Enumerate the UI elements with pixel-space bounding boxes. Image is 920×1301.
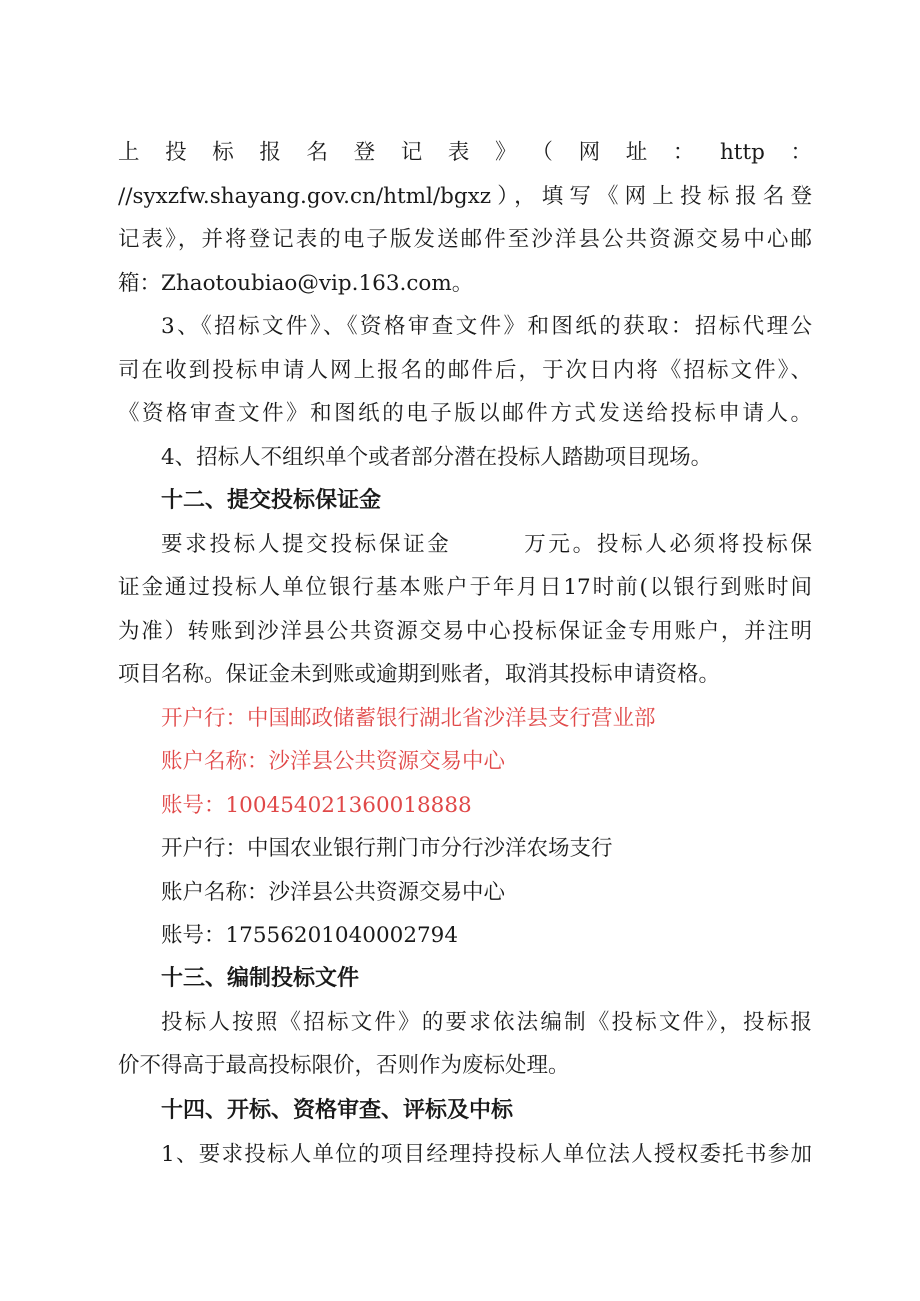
- text-segment: 要求投标人提交投标保证金: [161, 531, 452, 557]
- text-line: 《资格审查文件》和图纸的电子版以邮件方式发送给投标申请人。: [118, 401, 812, 426]
- section-14: [118, 1089, 812, 1176]
- text-line: 4、招标人不组织单个或者部分潜在投标人踏勘项目现场。: [161, 445, 713, 470]
- registration-paragraph: [118, 131, 812, 305]
- text-line: [118, 523, 812, 567]
- account2-name: 账户名称：沙洋县公共资源交易中心: [161, 879, 506, 905]
- section-heading: 十三、编制投标文件: [161, 966, 360, 991]
- account1-number: 账号：100454021360018888: [161, 792, 472, 818]
- item-4-paragraph: [118, 436, 812, 480]
- text-line: 1、要求投标人单位的项目经理持投标人单位法人授权委托书参加: [161, 1141, 812, 1167]
- text-line: 投标人按照《招标文件》的要求依法编制《投标文件》，投标报: [161, 1009, 812, 1035]
- text-line: 为准）转账到沙洋县公共资源交易中心投标保证金专用账户，并注明: [118, 618, 812, 644]
- text-line: 价不得高于最高投标限价，否则作为废标处理。: [118, 1053, 570, 1078]
- text-line: 上投标报名登记表》（网址：http：: [118, 140, 812, 165]
- account1-bank: 开户行：中国邮政储蓄银行湖北省沙洋县支行营业部: [161, 705, 656, 731]
- section-13: [118, 957, 812, 1088]
- account1-name: 账户名称：沙洋县公共资源交易中心: [161, 749, 506, 774]
- account2-number: 账号：17556201040002794: [161, 923, 459, 948]
- text-line: 证金通过投标人单位银行基本账户于年月日17时前(以银行到账时间: [118, 575, 812, 600]
- text-line: 项目名称。保证金未到账或逾期到账者，取消其投标申请资格。: [118, 662, 721, 687]
- section-heading: 十四、开标、资格审查、评标及中标: [161, 1098, 514, 1123]
- text-line: //syxzfw.shayang.gov.cn/html/bgxz），填写《网上投标报名登: [118, 183, 812, 209]
- text-line: 记表》，并将登记表的电子版发送邮件至沙洋县公共资源交易中心邮: [118, 227, 812, 252]
- text-line: 司在收到投标申请人网上报名的邮件后，于次日内将《招标文件》、: [118, 357, 812, 383]
- text-line: 3、《招标文件》、《资格审查文件》和图纸的获取：招标代理公: [161, 314, 812, 339]
- text-line: 箱：Zhaotoubiao@vip.163.com。: [118, 270, 474, 296]
- account2-bank: 开户行：中国农业银行荆门市分行沙洋农场支行: [161, 836, 613, 861]
- item-3-paragraph: [118, 305, 812, 436]
- text-segment: 万元。投标人必须将投标保: [521, 531, 812, 557]
- section-heading: 十二、提交投标保证金: [161, 488, 382, 513]
- section-12: [118, 479, 812, 958]
